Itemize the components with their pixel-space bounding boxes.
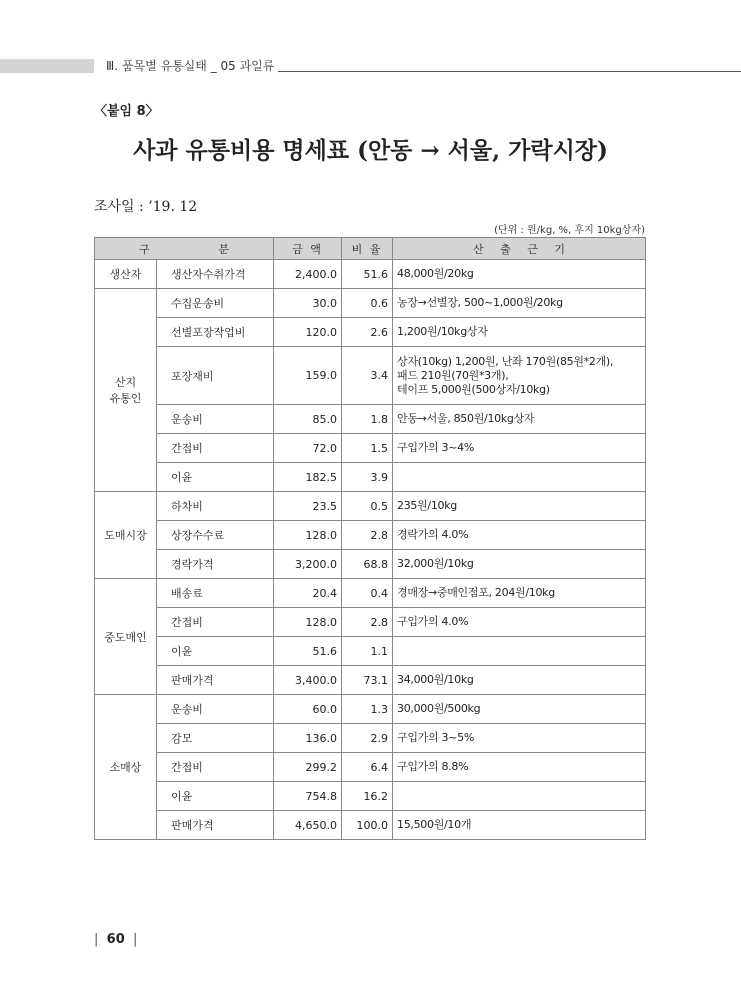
header-basis: 산 출 근 기: [393, 238, 646, 260]
header-accent-bar: [0, 59, 94, 73]
row-item: 배송료: [157, 579, 274, 608]
survey-date: 조사일 : ’19. 12: [94, 199, 198, 215]
row-item: 이윤: [157, 637, 274, 666]
row-item: 경락가격: [157, 550, 274, 579]
row-item: 포장재비: [157, 347, 274, 405]
row-ratio: 3.4: [342, 347, 393, 405]
table-row: [95, 318, 646, 347]
group-name: 생산자: [95, 260, 157, 289]
row-ratio: 73.1: [342, 666, 393, 695]
row-item: 하차비: [157, 492, 274, 521]
row-basis: 상자(10kg) 1,200원, 난좌 170원(85원*2개), 패드 210원(70원*3개), 테이프 5,000원(500상자/10kg): [393, 347, 646, 405]
row-item: 상장수수료: [157, 521, 274, 550]
row-basis: 구입가의 3~4%: [393, 434, 646, 463]
row-amount: 60.0: [274, 695, 342, 724]
table-row: [95, 463, 646, 492]
group-name: 중도매인: [95, 579, 157, 695]
group-name: 산지 유통인: [95, 289, 157, 492]
row-ratio: 1.5: [342, 434, 393, 463]
table-body: [95, 260, 646, 840]
row-ratio: 2.6: [342, 318, 393, 347]
header-rule: [278, 71, 741, 72]
row-basis: 48,000원/20kg: [393, 260, 646, 289]
row-item: 이윤: [157, 782, 274, 811]
appendix-label: 〈붙임 8〉: [94, 104, 159, 119]
page-number-divider-right: |: [124, 932, 138, 947]
row-ratio: 100.0: [342, 811, 393, 840]
row-item: 간접비: [157, 608, 274, 637]
row-amount: 51.6: [274, 637, 342, 666]
row-amount: 136.0: [274, 724, 342, 753]
row-ratio: 1.1: [342, 637, 393, 666]
row-amount: 20.4: [274, 579, 342, 608]
row-basis: 235원/10kg: [393, 492, 646, 521]
row-amount: 4,650.0: [274, 811, 342, 840]
table-row: [95, 434, 646, 463]
row-basis: 경락가의 4.0%: [393, 521, 646, 550]
table-row: [95, 695, 646, 724]
row-amount: 3,200.0: [274, 550, 342, 579]
row-ratio: 51.6: [342, 260, 393, 289]
row-ratio: 6.4: [342, 753, 393, 782]
row-amount: 3,400.0: [274, 666, 342, 695]
row-ratio: 68.8: [342, 550, 393, 579]
row-amount: 159.0: [274, 347, 342, 405]
row-ratio: 2.8: [342, 521, 393, 550]
row-basis: 구입가의 8.8%: [393, 753, 646, 782]
table-row: [95, 521, 646, 550]
table-row: [95, 811, 646, 840]
row-amount: 754.8: [274, 782, 342, 811]
table-row: [95, 579, 646, 608]
row-basis: 15,500원/10개: [393, 811, 646, 840]
table-row: [95, 753, 646, 782]
row-item: 수집운송비: [157, 289, 274, 318]
table-header-row: [95, 238, 646, 260]
page-number-divider-left: |: [94, 932, 107, 947]
table-row: [95, 782, 646, 811]
row-amount: 128.0: [274, 608, 342, 637]
row-ratio: 2.9: [342, 724, 393, 753]
row-amount: 30.0: [274, 289, 342, 318]
table-row: [95, 550, 646, 579]
unit-note: (단위 : 원/kg, %, 후지 10kg상자): [494, 225, 645, 236]
page-title: 사과 유통비용 명세표 (안동 → 서울, 가락시장): [133, 137, 608, 164]
running-header: Ⅲ. 품목별 유통실태 _ 05 과일류: [106, 59, 275, 73]
row-amount: 23.5: [274, 492, 342, 521]
row-basis: 안동→서울, 850원/10kg상자: [393, 405, 646, 434]
row-item: 간접비: [157, 434, 274, 463]
header-ratio: 비 율: [342, 238, 393, 260]
row-item: 운송비: [157, 405, 274, 434]
header-category: 구 분: [95, 238, 274, 260]
row-item: 판매가격: [157, 666, 274, 695]
page-number-value: 60: [106, 932, 125, 947]
row-basis: 1,200원/10kg상자: [393, 318, 646, 347]
row-ratio: 1.3: [342, 695, 393, 724]
table-row: [95, 260, 646, 289]
row-item: 판매가격: [157, 811, 274, 840]
table-row: [95, 608, 646, 637]
row-ratio: 3.9: [342, 463, 393, 492]
row-basis: [393, 782, 646, 811]
table-row: [95, 405, 646, 434]
row-amount: 72.0: [274, 434, 342, 463]
table-row: [95, 492, 646, 521]
row-basis: 구입가의 4.0%: [393, 608, 646, 637]
table-row: [95, 637, 646, 666]
table-row: [95, 666, 646, 695]
table-row: [95, 289, 646, 318]
row-amount: 2,400.0: [274, 260, 342, 289]
row-ratio: 1.8: [342, 405, 393, 434]
group-name: 소매상: [95, 695, 157, 840]
row-item: 선별포장작업비: [157, 318, 274, 347]
row-basis: [393, 637, 646, 666]
row-item: 운송비: [157, 695, 274, 724]
row-item: 생산자수취가격: [157, 260, 274, 289]
row-basis: 34,000원/10kg: [393, 666, 646, 695]
row-ratio: 2.8: [342, 608, 393, 637]
row-ratio: 16.2: [342, 782, 393, 811]
cost-table: [94, 237, 646, 840]
row-basis: 구입가의 3~5%: [393, 724, 646, 753]
row-basis: 30,000원/500kg: [393, 695, 646, 724]
table-row: [95, 724, 646, 753]
row-item: 이윤: [157, 463, 274, 492]
row-ratio: 0.6: [342, 289, 393, 318]
table-row: [95, 347, 646, 405]
group-name: 도매시장: [95, 492, 157, 579]
row-item: 감모: [157, 724, 274, 753]
page-number: [94, 932, 137, 947]
row-amount: 128.0: [274, 521, 342, 550]
row-amount: 182.5: [274, 463, 342, 492]
row-ratio: 0.5: [342, 492, 393, 521]
row-basis: [393, 463, 646, 492]
row-ratio: 0.4: [342, 579, 393, 608]
header-amount: 금 액: [274, 238, 342, 260]
row-basis: 32,000원/10kg: [393, 550, 646, 579]
row-basis: 농장→선별장, 500~1,000원/20kg: [393, 289, 646, 318]
row-amount: 299.2: [274, 753, 342, 782]
row-item: 간접비: [157, 753, 274, 782]
row-amount: 85.0: [274, 405, 342, 434]
row-amount: 120.0: [274, 318, 342, 347]
row-basis: 경매장→중매인점포, 204원/10kg: [393, 579, 646, 608]
